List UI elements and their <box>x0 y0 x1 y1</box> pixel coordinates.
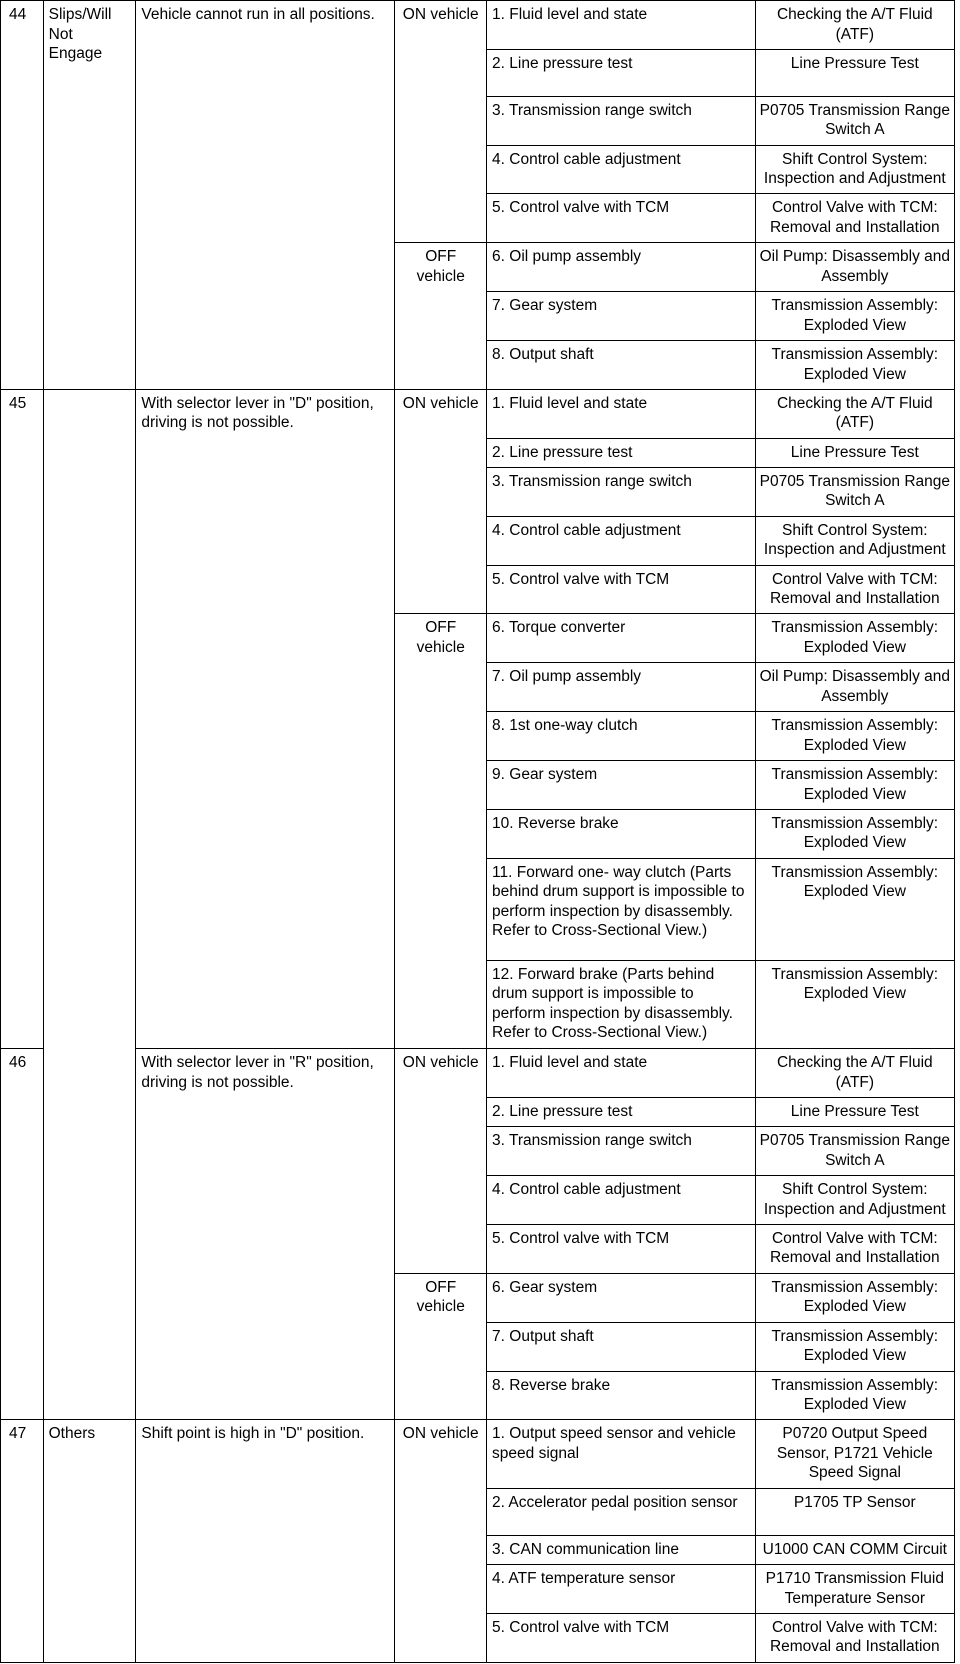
inspection-item: 4. Control cable adjustment <box>487 516 756 565</box>
condition-cell: OFF vehicle <box>395 614 487 1049</box>
table-row <box>1 1049 955 1098</box>
reference-link: U1000 CAN COMM Circuit <box>755 1536 954 1565</box>
reference-link: Transmission Assembly: Exploded View <box>755 1371 954 1420</box>
symptom-cell: Slips/Will Not Engage <box>43 1 136 390</box>
reference-link: P0705 Transmission Range Switch A <box>755 467 954 516</box>
condition-cell: ON vehicle <box>395 1049 487 1274</box>
inspection-item: 1. Fluid level and state <box>487 389 756 438</box>
inspection-item: 8. Output shaft <box>487 341 756 390</box>
symptom-description: With selector lever in "R" position, driving is not possible. <box>136 1049 395 1420</box>
inspection-item: 5. Control valve with TCM <box>487 1224 756 1273</box>
inspection-item: 4. ATF temperature sensor <box>487 1565 756 1614</box>
table-row <box>1 389 955 438</box>
reference-link: Transmission Assembly: Exploded View <box>755 809 954 858</box>
reference-link: Transmission Assembly: Exploded View <box>755 341 954 390</box>
inspection-item: 7. Output shaft <box>487 1322 756 1371</box>
reference-link: Transmission Assembly: Exploded View <box>755 1322 954 1371</box>
inspection-item: 6. Oil pump assembly <box>487 243 756 292</box>
inspection-item: 3. Transmission range switch <box>487 96 756 145</box>
inspection-item: 1. Output speed sensor and vehicle speed signal <box>487 1420 756 1489</box>
reference-link: Line Pressure Test <box>755 49 954 96</box>
item-number: 46 <box>1 1049 44 1420</box>
reference-link: Transmission Assembly: Exploded View <box>755 960 954 1049</box>
condition-cell: ON vehicle <box>395 1 487 243</box>
reference-link: Transmission Assembly: Exploded View <box>755 858 954 960</box>
condition-cell: ON vehicle <box>395 389 487 614</box>
reference-link: Control Valve with TCM: Removal and Installation <box>755 194 954 243</box>
reference-link: P0720 Output Speed Sensor, P1721 Vehicle Speed Signal <box>755 1420 954 1489</box>
inspection-item: 9. Gear system <box>487 761 756 810</box>
inspection-item: 5. Control valve with TCM <box>487 1613 756 1662</box>
inspection-item: 6. Torque converter <box>487 614 756 663</box>
inspection-item: 4. Control cable adjustment <box>487 1176 756 1225</box>
symptom-description: With selector lever in "D" position, driving is not possible. <box>136 389 395 1048</box>
inspection-item: 5. Control valve with TCM <box>487 194 756 243</box>
reference-link: Checking the A/T Fluid (ATF) <box>755 1 954 50</box>
inspection-item: 3. Transmission range switch <box>487 1127 756 1176</box>
symptom-cell: Others <box>43 1420 136 1663</box>
reference-link: Checking the A/T Fluid (ATF) <box>755 389 954 438</box>
inspection-item: 1. Fluid level and state <box>487 1049 756 1098</box>
condition-cell: ON vehicle <box>395 1420 487 1663</box>
reference-link: Transmission Assembly: Exploded View <box>755 614 954 663</box>
inspection-item: 8. Reverse brake <box>487 1371 756 1420</box>
symptom-cell <box>43 389 136 1419</box>
reference-link: Shift Control System: Inspection and Adjustment <box>755 145 954 194</box>
reference-link: Control Valve with TCM: Removal and Installation <box>755 565 954 614</box>
inspection-item: 10. Reverse brake <box>487 809 756 858</box>
reference-link: Line Pressure Test <box>755 438 954 467</box>
inspection-item: 11. Forward one- way clutch (Parts behind drum support is impossible to perform inspection by disassembly. Refer to Cross-Sectional View.) <box>487 858 756 960</box>
symptom-description: Shift point is high in "D" position. <box>136 1420 395 1663</box>
table-body <box>1 1 955 1663</box>
reference-link: Control Valve with TCM: Removal and Installation <box>755 1613 954 1662</box>
reference-link: Shift Control System: Inspection and Adjustment <box>755 1176 954 1225</box>
inspection-item: 8. 1st one-way clutch <box>487 712 756 761</box>
inspection-item: 3. CAN communication line <box>487 1536 756 1565</box>
reference-link: Control Valve with TCM: Removal and Installation <box>755 1224 954 1273</box>
item-number: 44 <box>1 1 44 390</box>
inspection-item: 2. Line pressure test <box>487 49 756 96</box>
inspection-item: 12. Forward brake (Parts behind drum support is impossible to perform inspection by disassembly. Refer to Cross-Sectional View.) <box>487 960 756 1049</box>
inspection-item: 2. Accelerator pedal position sensor <box>487 1489 756 1536</box>
reference-link: Oil Pump: Disassembly and Assembly <box>755 243 954 292</box>
inspection-item: 2. Line pressure test <box>487 1098 756 1127</box>
table-row <box>1 1 955 50</box>
inspection-item: 3. Transmission range switch <box>487 467 756 516</box>
reference-link: P0705 Transmission Range Switch A <box>755 1127 954 1176</box>
inspection-item: 2. Line pressure test <box>487 438 756 467</box>
reference-link: Shift Control System: Inspection and Adjustment <box>755 516 954 565</box>
reference-link: Transmission Assembly: Exploded View <box>755 761 954 810</box>
reference-link: Transmission Assembly: Exploded View <box>755 1273 954 1322</box>
item-number: 47 <box>1 1420 44 1663</box>
reference-link: P1705 TP Sensor <box>755 1489 954 1536</box>
inspection-item: 1. Fluid level and state <box>487 1 756 50</box>
reference-link: Transmission Assembly: Exploded View <box>755 292 954 341</box>
inspection-item: 6. Gear system <box>487 1273 756 1322</box>
reference-link: P1710 Transmission Fluid Temperature Sensor <box>755 1565 954 1614</box>
item-number: 45 <box>1 389 44 1048</box>
inspection-item: 7. Gear system <box>487 292 756 341</box>
condition-cell: OFF vehicle <box>395 1273 487 1420</box>
reference-link: Transmission Assembly: Exploded View <box>755 712 954 761</box>
inspection-item: 5. Control valve with TCM <box>487 565 756 614</box>
reference-link: Oil Pump: Disassembly and Assembly <box>755 663 954 712</box>
inspection-item: 7. Oil pump assembly <box>487 663 756 712</box>
reference-link: P0705 Transmission Range Switch A <box>755 96 954 145</box>
reference-link: Line Pressure Test <box>755 1098 954 1127</box>
table-row <box>1 1420 955 1489</box>
condition-cell: OFF vehicle <box>395 243 487 390</box>
reference-link: Checking the A/T Fluid (ATF) <box>755 1049 954 1098</box>
symptom-description: Vehicle cannot run in all positions. <box>136 1 395 390</box>
inspection-item: 4. Control cable adjustment <box>487 145 756 194</box>
